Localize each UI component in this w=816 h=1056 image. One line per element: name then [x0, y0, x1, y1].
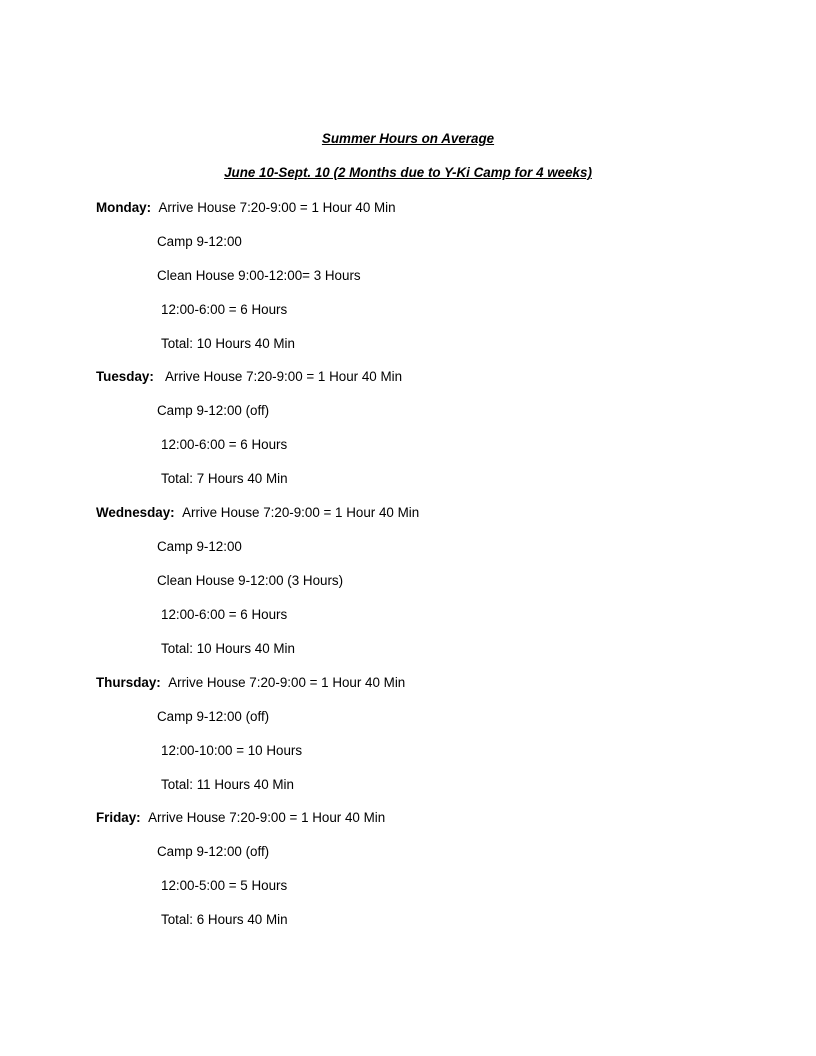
- day-heading-line: [96, 504, 776, 538]
- day-heading-line: [96, 809, 776, 843]
- document-subtitle: June 10-Sept. 10 (2 Months due to Y-Ki Camp for 4 weeks): [224, 165, 592, 180]
- day-name: Monday:: [96, 200, 152, 215]
- day-total: Total: 6 Hours 40 Min: [161, 912, 288, 927]
- document-title: Summer Hours on Average: [321, 131, 495, 146]
- day-block-tuesday: [96, 368, 776, 504]
- day-block-friday: [96, 809, 776, 945]
- schedule-entry: Camp 9-12:00 (off): [157, 844, 270, 859]
- day-name: Tuesday:: [96, 369, 154, 384]
- schedule-entry: Camp 9-12:00: [157, 234, 242, 249]
- day-heading-line: [96, 674, 776, 708]
- schedule-entry: Camp 9-12:00 (off): [157, 709, 270, 724]
- schedule-entry: Clean House 9:00-12:00= 3 Hours: [157, 268, 361, 283]
- day-block-monday: [96, 199, 776, 369]
- day-block-thursday: [96, 674, 776, 810]
- hours-entry: 12:00-10:00 = 10 Hours: [161, 743, 303, 758]
- hours-entry: 12:00-5:00 = 5 Hours: [161, 878, 288, 893]
- arrival-entry: Arrive House 7:20-9:00 = 1 Hour 40 Min: [168, 675, 406, 690]
- arrival-entry: Arrive House 7:20-9:00 = 1 Hour 40 Min: [158, 200, 396, 215]
- arrival-entry: Arrive House 7:20-9:00 = 1 Hour 40 Min: [164, 369, 403, 384]
- day-heading-line: [96, 199, 776, 233]
- day-name: Thursday:: [96, 675, 161, 690]
- day-block-wednesday: [96, 504, 776, 674]
- day-total: Total: 10 Hours 40 Min: [161, 336, 295, 351]
- day-heading-line: [96, 368, 776, 402]
- schedule-entry: Camp 9-12:00 (off): [157, 403, 270, 418]
- arrival-entry: Arrive House 7:20-9:00 = 1 Hour 40 Min: [148, 810, 386, 825]
- arrival-entry: Arrive House 7:20-9:00 = 1 Hour 40 Min: [182, 505, 420, 520]
- day-name: Friday:: [96, 810, 141, 825]
- hours-entry: 12:00-6:00 = 6 Hours: [161, 302, 288, 317]
- schedule-entry: Clean House 9-12:00 (3 Hours): [157, 573, 344, 588]
- day-total: Total: 7 Hours 40 Min: [161, 471, 288, 486]
- day-name: Wednesday:: [96, 505, 175, 520]
- day-total: Total: 11 Hours 40 Min: [161, 777, 294, 792]
- schedule-entry: Camp 9-12:00: [157, 539, 242, 554]
- hours-entry: 12:00-6:00 = 6 Hours: [161, 607, 288, 622]
- hours-entry: 12:00-6:00 = 6 Hours: [161, 437, 288, 452]
- day-total: Total: 10 Hours 40 Min: [161, 641, 295, 656]
